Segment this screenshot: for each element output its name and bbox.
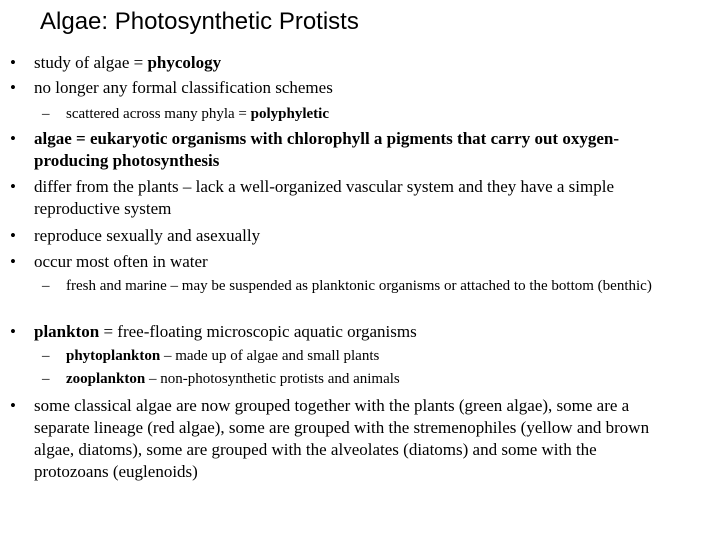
sub-item-zooplankton xyxy=(42,370,672,389)
dash-marker: – xyxy=(42,371,50,387)
bullet-item-plankton xyxy=(10,321,675,343)
bullet-item-classical-algae xyxy=(10,395,675,483)
item-text-bold: zooplankton xyxy=(66,371,146,387)
item-text: reproduce sexually and asexually xyxy=(34,226,261,245)
bullet-marker: • xyxy=(10,226,16,245)
item-text-bold: plankton xyxy=(34,322,100,341)
item-text-bold: phytoplankton xyxy=(66,348,161,364)
item-text: study of algae = xyxy=(34,53,148,72)
bullet-marker: • xyxy=(10,177,16,196)
item-text: some classical algae are now grouped together with the plants (green algae), some are a separate lineage (red algae), some are grouped with the stremenophiles (yellow and brown algae, diatoms), some are grouped with the alveolates (diatoms) and some with the protozoans (euglenoids) xyxy=(34,396,650,481)
dash-marker: – xyxy=(42,106,50,122)
bullet-item-reproduce xyxy=(10,225,675,247)
item-text: fresh and marine – may be suspended as planktonic organisms or attached to the bottom (benthic) xyxy=(66,278,652,294)
dash-marker: – xyxy=(42,348,50,364)
bullet-marker: • xyxy=(10,53,16,72)
item-text: differ from the plants – lack a well-organized vascular system and they have a simple reproductive system xyxy=(34,177,615,218)
dash-marker: – xyxy=(42,278,50,294)
bullet-marker: • xyxy=(10,322,16,341)
bullet-item-definition xyxy=(10,128,675,172)
slide-title: Algae: Photosynthetic Protists xyxy=(40,8,359,35)
item-text-bold: polyphyletic xyxy=(250,106,329,122)
item-text: = free-floating microscopic aquatic organisms xyxy=(99,322,417,341)
item-text-bold: phycology xyxy=(147,53,222,72)
sub-item-phytoplankton xyxy=(42,347,672,366)
bullet-marker: • xyxy=(10,396,16,415)
item-text: scattered across many phyla = xyxy=(66,106,251,122)
item-text: – non-photosynthetic protists and animals xyxy=(145,371,400,387)
item-text-bold: algae = eukaryotic organisms with chlorophyll a pigments that carry out oxygen-producing photosynthesis xyxy=(34,129,619,170)
item-text: occur most often in water xyxy=(34,252,208,271)
bullet-item-differ xyxy=(10,176,675,220)
item-text: no longer any formal classification schemes xyxy=(34,78,333,97)
sub-item-fresh-marine xyxy=(42,277,672,296)
item-text: – made up of algae and small plants xyxy=(160,348,380,364)
bullet-marker: • xyxy=(10,78,16,97)
sub-item-polyphyletic xyxy=(42,105,672,124)
bullet-item-water xyxy=(10,251,675,273)
bullet-marker: • xyxy=(10,129,16,148)
bullet-item-phycology xyxy=(10,52,675,74)
bullet-item-classification xyxy=(10,77,675,99)
bullet-marker: • xyxy=(10,252,16,271)
